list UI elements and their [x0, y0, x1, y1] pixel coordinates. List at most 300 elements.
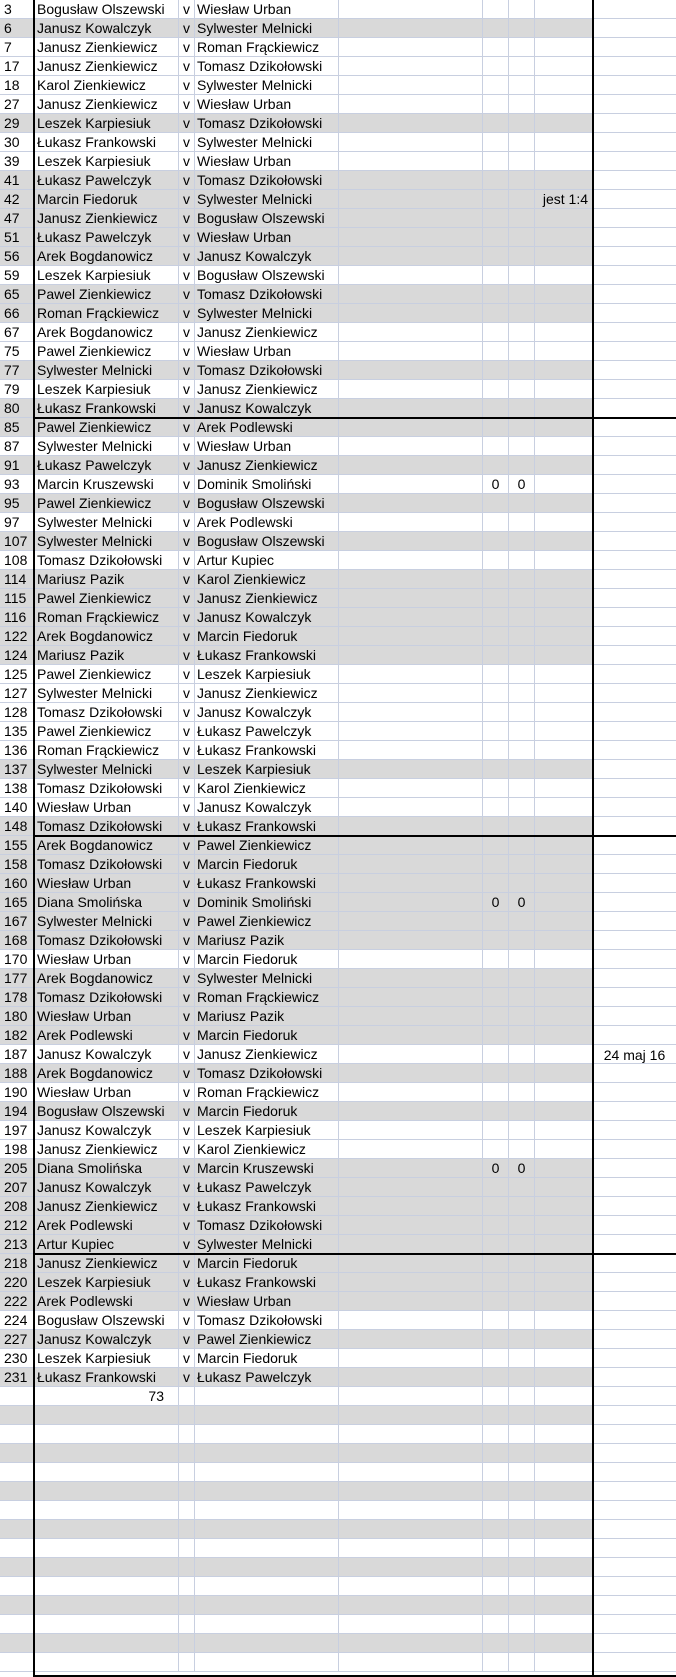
empty-cell[interactable]: [179, 1387, 195, 1406]
date-column-cell[interactable]: [593, 1083, 676, 1102]
match-number[interactable]: 222: [0, 1292, 34, 1311]
score-away[interactable]: 0: [509, 475, 535, 494]
versus-mark[interactable]: v: [179, 171, 195, 190]
score-away[interactable]: [509, 1178, 535, 1197]
player-away[interactable]: Wiesław Urban: [195, 95, 339, 114]
match-number[interactable]: 230: [0, 1349, 34, 1368]
empty-cell[interactable]: [593, 1387, 676, 1406]
score-home[interactable]: [483, 931, 509, 950]
empty-cell[interactable]: [339, 304, 483, 323]
date-column-cell[interactable]: [593, 855, 676, 874]
date-column-cell[interactable]: [593, 114, 676, 133]
match-number[interactable]: 158: [0, 855, 34, 874]
note-cell[interactable]: [535, 399, 593, 418]
player-home[interactable]: Pawel Zienkiewicz: [34, 722, 179, 741]
versus-mark[interactable]: v: [179, 1007, 195, 1026]
score-away[interactable]: [509, 1292, 535, 1311]
versus-mark[interactable]: v: [179, 1311, 195, 1330]
date-column-cell[interactable]: [593, 969, 676, 988]
player-away[interactable]: Artur Kupiec: [195, 551, 339, 570]
note-cell[interactable]: [535, 912, 593, 931]
player-away[interactable]: Wiesław Urban: [195, 152, 339, 171]
empty-cell[interactable]: [195, 1577, 339, 1596]
player-home[interactable]: Leszek Karpiesiuk: [34, 114, 179, 133]
score-away[interactable]: [509, 836, 535, 855]
player-home[interactable]: Janusz Kowalczyk: [34, 1045, 179, 1064]
player-away[interactable]: Dominik Smoliński: [195, 893, 339, 912]
date-column-cell[interactable]: [593, 1311, 676, 1330]
empty-cell[interactable]: [34, 1482, 179, 1501]
score-home[interactable]: [483, 247, 509, 266]
empty-cell[interactable]: [339, 779, 483, 798]
empty-cell[interactable]: [0, 1463, 34, 1482]
empty-cell[interactable]: [593, 1425, 676, 1444]
versus-mark[interactable]: v: [179, 1197, 195, 1216]
match-number[interactable]: 41: [0, 171, 34, 190]
empty-cell[interactable]: [339, 1406, 483, 1425]
date-column-cell[interactable]: [593, 988, 676, 1007]
note-cell[interactable]: [535, 380, 593, 399]
score-away[interactable]: [509, 38, 535, 57]
score-home[interactable]: [483, 1292, 509, 1311]
empty-cell[interactable]: [483, 1615, 509, 1634]
score-away[interactable]: [509, 1311, 535, 1330]
player-away[interactable]: Tomasz Dzikołowski: [195, 1216, 339, 1235]
score-away[interactable]: [509, 190, 535, 209]
score-away[interactable]: [509, 228, 535, 247]
score-home[interactable]: [483, 95, 509, 114]
score-home[interactable]: [483, 1254, 509, 1273]
player-home[interactable]: Leszek Karpiesiuk: [34, 1349, 179, 1368]
empty-cell[interactable]: [339, 114, 483, 133]
date-column-cell[interactable]: [593, 1349, 676, 1368]
player-away[interactable]: Bogusław Olszewski: [195, 266, 339, 285]
empty-cell[interactable]: [509, 1653, 535, 1672]
empty-cell[interactable]: [339, 1387, 483, 1406]
player-away[interactable]: Karol Zienkiewicz: [195, 570, 339, 589]
note-cell[interactable]: [535, 1235, 593, 1254]
note-cell[interactable]: [535, 988, 593, 1007]
score-away[interactable]: [509, 1083, 535, 1102]
versus-mark[interactable]: v: [179, 779, 195, 798]
match-number[interactable]: 178: [0, 988, 34, 1007]
empty-cell[interactable]: [339, 1539, 483, 1558]
empty-cell[interactable]: [509, 1558, 535, 1577]
versus-mark[interactable]: v: [179, 133, 195, 152]
versus-mark[interactable]: v: [179, 0, 195, 19]
versus-mark[interactable]: v: [179, 114, 195, 133]
score-away[interactable]: [509, 646, 535, 665]
score-home[interactable]: [483, 418, 509, 437]
date-column-cell[interactable]: [593, 285, 676, 304]
score-home[interactable]: [483, 551, 509, 570]
empty-cell[interactable]: [195, 1501, 339, 1520]
score-home[interactable]: [483, 437, 509, 456]
empty-cell[interactable]: [509, 1425, 535, 1444]
versus-mark[interactable]: v: [179, 209, 195, 228]
empty-cell[interactable]: [339, 1140, 483, 1159]
empty-cell[interactable]: [483, 1577, 509, 1596]
empty-cell[interactable]: [339, 152, 483, 171]
date-column-cell[interactable]: [593, 931, 676, 950]
score-home[interactable]: [483, 114, 509, 133]
empty-cell[interactable]: [339, 323, 483, 342]
match-number[interactable]: 67: [0, 323, 34, 342]
player-away[interactable]: Łukasz Frankowski: [195, 646, 339, 665]
player-away[interactable]: Marcin Kruszewski: [195, 1159, 339, 1178]
empty-cell[interactable]: [339, 817, 483, 836]
score-home[interactable]: [483, 760, 509, 779]
match-number[interactable]: 231: [0, 1368, 34, 1387]
note-cell[interactable]: [535, 456, 593, 475]
player-home[interactable]: Łukasz Frankowski: [34, 133, 179, 152]
date-column-cell[interactable]: [593, 1292, 676, 1311]
empty-cell[interactable]: [195, 1634, 339, 1653]
note-cell[interactable]: [535, 152, 593, 171]
match-number[interactable]: 194: [0, 1102, 34, 1121]
score-home[interactable]: [483, 133, 509, 152]
player-home[interactable]: Janusz Zienkiewicz: [34, 1140, 179, 1159]
player-away[interactable]: Sylwester Melnicki: [195, 19, 339, 38]
match-number[interactable]: 160: [0, 874, 34, 893]
empty-cell[interactable]: [339, 1444, 483, 1463]
score-away[interactable]: [509, 247, 535, 266]
versus-mark[interactable]: v: [179, 266, 195, 285]
player-home[interactable]: Leszek Karpiesiuk: [34, 1273, 179, 1292]
empty-cell[interactable]: [535, 1615, 593, 1634]
date-column-cell[interactable]: [593, 912, 676, 931]
player-home[interactable]: Łukasz Pawelczyk: [34, 456, 179, 475]
empty-cell[interactable]: [34, 1634, 179, 1653]
versus-mark[interactable]: v: [179, 1292, 195, 1311]
score-home[interactable]: [483, 304, 509, 323]
player-home[interactable]: Wiesław Urban: [34, 950, 179, 969]
player-away[interactable]: Mariusz Pazik: [195, 931, 339, 950]
match-number[interactable]: 137: [0, 760, 34, 779]
player-away[interactable]: Roman Frąckiewicz: [195, 988, 339, 1007]
date-column-cell[interactable]: [593, 817, 676, 836]
player-home[interactable]: Arek Bogdanowicz: [34, 969, 179, 988]
score-away[interactable]: [509, 684, 535, 703]
match-number[interactable]: 138: [0, 779, 34, 798]
versus-mark[interactable]: v: [179, 1121, 195, 1140]
versus-mark[interactable]: v: [179, 38, 195, 57]
empty-cell[interactable]: [339, 532, 483, 551]
empty-cell[interactable]: [339, 703, 483, 722]
match-number[interactable]: 207: [0, 1178, 34, 1197]
empty-cell[interactable]: [593, 1539, 676, 1558]
note-cell[interactable]: [535, 1349, 593, 1368]
match-number[interactable]: 107: [0, 532, 34, 551]
note-cell[interactable]: [535, 931, 593, 950]
player-home[interactable]: Tomasz Dzikołowski: [34, 551, 179, 570]
total-count[interactable]: 73: [34, 1387, 179, 1406]
versus-mark[interactable]: v: [179, 912, 195, 931]
empty-cell[interactable]: [339, 494, 483, 513]
player-home[interactable]: Mariusz Pazik: [34, 646, 179, 665]
versus-mark[interactable]: v: [179, 342, 195, 361]
empty-cell[interactable]: [339, 266, 483, 285]
player-home[interactable]: Janusz Zienkiewicz: [34, 95, 179, 114]
score-away[interactable]: [509, 1216, 535, 1235]
empty-cell[interactable]: [509, 1501, 535, 1520]
empty-cell[interactable]: [0, 1539, 34, 1558]
score-home[interactable]: [483, 1140, 509, 1159]
date-column-cell[interactable]: [593, 703, 676, 722]
empty-cell[interactable]: [339, 285, 483, 304]
player-home[interactable]: Marcin Fiedoruk: [34, 190, 179, 209]
empty-cell[interactable]: [339, 1463, 483, 1482]
date-column-cell[interactable]: [593, 1216, 676, 1235]
player-away[interactable]: Dominik Smoliński: [195, 475, 339, 494]
versus-mark[interactable]: v: [179, 1178, 195, 1197]
score-home[interactable]: [483, 1368, 509, 1387]
match-number[interactable]: 3: [0, 0, 34, 19]
empty-cell[interactable]: [179, 1539, 195, 1558]
score-home[interactable]: [483, 190, 509, 209]
date-column-cell[interactable]: [593, 1159, 676, 1178]
empty-cell[interactable]: [0, 1501, 34, 1520]
empty-cell[interactable]: [339, 1653, 483, 1672]
note-cell[interactable]: [535, 285, 593, 304]
empty-cell[interactable]: [195, 1406, 339, 1425]
versus-mark[interactable]: v: [179, 1216, 195, 1235]
score-away[interactable]: [509, 589, 535, 608]
score-home[interactable]: [483, 969, 509, 988]
player-home[interactable]: Łukasz Frankowski: [34, 1368, 179, 1387]
score-away[interactable]: [509, 1349, 535, 1368]
match-number[interactable]: 30: [0, 133, 34, 152]
match-number[interactable]: 212: [0, 1216, 34, 1235]
score-home[interactable]: [483, 494, 509, 513]
match-number[interactable]: 116: [0, 608, 34, 627]
empty-cell[interactable]: [339, 19, 483, 38]
versus-mark[interactable]: v: [179, 494, 195, 513]
empty-cell[interactable]: [339, 570, 483, 589]
player-home[interactable]: Wiesław Urban: [34, 1007, 179, 1026]
empty-cell[interactable]: [179, 1425, 195, 1444]
date-column-cell[interactable]: [593, 475, 676, 494]
score-home[interactable]: [483, 0, 509, 19]
empty-cell[interactable]: [339, 855, 483, 874]
empty-cell[interactable]: [339, 1349, 483, 1368]
empty-cell[interactable]: [535, 1406, 593, 1425]
note-cell[interactable]: [535, 722, 593, 741]
score-home[interactable]: [483, 741, 509, 760]
date-column-cell[interactable]: [593, 152, 676, 171]
empty-cell[interactable]: [195, 1387, 339, 1406]
player-home[interactable]: Roman Frąckiewicz: [34, 304, 179, 323]
empty-cell[interactable]: [339, 1558, 483, 1577]
match-number[interactable]: 97: [0, 513, 34, 532]
empty-cell[interactable]: [34, 1558, 179, 1577]
versus-mark[interactable]: v: [179, 1083, 195, 1102]
player-away[interactable]: Karol Zienkiewicz: [195, 1140, 339, 1159]
date-column-cell[interactable]: [593, 57, 676, 76]
player-away[interactable]: Sylwester Melnicki: [195, 76, 339, 95]
note-cell[interactable]: [535, 665, 593, 684]
player-home[interactable]: Bogusław Olszewski: [34, 1311, 179, 1330]
match-number[interactable]: 218: [0, 1254, 34, 1273]
match-number[interactable]: 213: [0, 1235, 34, 1254]
match-number[interactable]: 108: [0, 551, 34, 570]
date-column-cell[interactable]: [593, 722, 676, 741]
match-number[interactable]: 91: [0, 456, 34, 475]
empty-cell[interactable]: [509, 1520, 535, 1539]
score-away[interactable]: [509, 76, 535, 95]
match-number[interactable]: 208: [0, 1197, 34, 1216]
versus-mark[interactable]: v: [179, 988, 195, 1007]
score-home[interactable]: [483, 912, 509, 931]
date-column-cell[interactable]: [593, 1368, 676, 1387]
score-home[interactable]: [483, 1178, 509, 1197]
player-away[interactable]: Łukasz Frankowski: [195, 874, 339, 893]
score-home[interactable]: [483, 228, 509, 247]
match-number[interactable]: 197: [0, 1121, 34, 1140]
note-cell[interactable]: [535, 1026, 593, 1045]
note-cell[interactable]: [535, 551, 593, 570]
empty-cell[interactable]: [483, 1425, 509, 1444]
player-home[interactable]: Wiesław Urban: [34, 874, 179, 893]
versus-mark[interactable]: v: [179, 684, 195, 703]
versus-mark[interactable]: v: [179, 817, 195, 836]
versus-mark[interactable]: v: [179, 760, 195, 779]
versus-mark[interactable]: v: [179, 1235, 195, 1254]
empty-cell[interactable]: [179, 1482, 195, 1501]
player-away[interactable]: Sylwester Melnicki: [195, 969, 339, 988]
note-cell[interactable]: [535, 133, 593, 152]
versus-mark[interactable]: v: [179, 475, 195, 494]
match-number[interactable]: 188: [0, 1064, 34, 1083]
score-home[interactable]: [483, 950, 509, 969]
note-cell[interactable]: [535, 323, 593, 342]
player-away[interactable]: Bogusław Olszewski: [195, 209, 339, 228]
empty-cell[interactable]: [195, 1482, 339, 1501]
match-number[interactable]: 165: [0, 893, 34, 912]
date-column-cell[interactable]: [593, 76, 676, 95]
empty-cell[interactable]: [339, 931, 483, 950]
empty-cell[interactable]: [483, 1387, 509, 1406]
empty-cell[interactable]: [339, 912, 483, 931]
note-cell[interactable]: [535, 703, 593, 722]
note-cell[interactable]: [535, 1102, 593, 1121]
player-away[interactable]: Marcin Fiedoruk: [195, 1254, 339, 1273]
empty-cell[interactable]: [195, 1558, 339, 1577]
empty-cell[interactable]: [339, 95, 483, 114]
player-home[interactable]: Roman Frąckiewicz: [34, 608, 179, 627]
match-number[interactable]: 127: [0, 684, 34, 703]
match-number[interactable]: 18: [0, 76, 34, 95]
versus-mark[interactable]: v: [179, 152, 195, 171]
versus-mark[interactable]: v: [179, 627, 195, 646]
score-home[interactable]: [483, 266, 509, 285]
score-home[interactable]: [483, 646, 509, 665]
note-cell[interactable]: [535, 494, 593, 513]
score-away[interactable]: [509, 1330, 535, 1349]
empty-cell[interactable]: [339, 1292, 483, 1311]
note-cell[interactable]: [535, 171, 593, 190]
match-number[interactable]: 17: [0, 57, 34, 76]
match-number[interactable]: 128: [0, 703, 34, 722]
player-away[interactable]: Tomasz Dzikołowski: [195, 361, 339, 380]
player-home[interactable]: Tomasz Dzikołowski: [34, 988, 179, 1007]
empty-cell[interactable]: [339, 1634, 483, 1653]
empty-cell[interactable]: [509, 1463, 535, 1482]
player-away[interactable]: Pawel Zienkiewicz: [195, 1330, 339, 1349]
empty-cell[interactable]: [483, 1539, 509, 1558]
note-cell[interactable]: [535, 1273, 593, 1292]
score-away[interactable]: [509, 114, 535, 133]
score-away[interactable]: [509, 760, 535, 779]
score-home[interactable]: [483, 342, 509, 361]
empty-cell[interactable]: [0, 1577, 34, 1596]
empty-cell[interactable]: [179, 1501, 195, 1520]
score-away[interactable]: [509, 988, 535, 1007]
match-number[interactable]: 87: [0, 437, 34, 456]
empty-cell[interactable]: [593, 1596, 676, 1615]
empty-cell[interactable]: [179, 1558, 195, 1577]
score-away[interactable]: [509, 342, 535, 361]
empty-cell[interactable]: [339, 475, 483, 494]
versus-mark[interactable]: v: [179, 418, 195, 437]
player-home[interactable]: Łukasz Pawelczyk: [34, 171, 179, 190]
versus-mark[interactable]: v: [179, 950, 195, 969]
score-home[interactable]: 0: [483, 475, 509, 494]
empty-cell[interactable]: [0, 1520, 34, 1539]
score-away[interactable]: [509, 912, 535, 931]
versus-mark[interactable]: v: [179, 893, 195, 912]
score-away[interactable]: [509, 855, 535, 874]
player-away[interactable]: Tomasz Dzikołowski: [195, 57, 339, 76]
player-away[interactable]: Leszek Karpiesiuk: [195, 760, 339, 779]
match-number[interactable]: 79: [0, 380, 34, 399]
empty-cell[interactable]: [0, 1482, 34, 1501]
player-away[interactable]: Marcin Fiedoruk: [195, 627, 339, 646]
score-home[interactable]: [483, 1216, 509, 1235]
player-away[interactable]: Sylwester Melnicki: [195, 190, 339, 209]
note-cell[interactable]: [535, 1045, 593, 1064]
player-home[interactable]: Sylwester Melnicki: [34, 513, 179, 532]
date-column-cell[interactable]: [593, 760, 676, 779]
match-number[interactable]: 6: [0, 19, 34, 38]
match-number[interactable]: 182: [0, 1026, 34, 1045]
score-home[interactable]: [483, 1330, 509, 1349]
versus-mark[interactable]: v: [179, 1254, 195, 1273]
player-away[interactable]: Łukasz Frankowski: [195, 817, 339, 836]
empty-cell[interactable]: [0, 1444, 34, 1463]
player-away[interactable]: Łukasz Pawelczyk: [195, 722, 339, 741]
empty-cell[interactable]: [339, 228, 483, 247]
empty-cell[interactable]: [339, 38, 483, 57]
note-cell[interactable]: [535, 646, 593, 665]
match-number[interactable]: 122: [0, 627, 34, 646]
match-number[interactable]: 148: [0, 817, 34, 836]
date-column-cell[interactable]: [593, 513, 676, 532]
versus-mark[interactable]: v: [179, 76, 195, 95]
player-away[interactable]: Janusz Zienkiewicz: [195, 380, 339, 399]
player-home[interactable]: Diana Smolińska: [34, 1159, 179, 1178]
player-home[interactable]: Janusz Kowalczyk: [34, 19, 179, 38]
date-column-cell[interactable]: [593, 171, 676, 190]
date-column-cell[interactable]: [593, 19, 676, 38]
match-number[interactable]: 47: [0, 209, 34, 228]
date-column-cell[interactable]: [593, 361, 676, 380]
empty-cell[interactable]: [339, 437, 483, 456]
score-away[interactable]: [509, 931, 535, 950]
note-cell[interactable]: [535, 1197, 593, 1216]
date-column-cell[interactable]: [593, 798, 676, 817]
score-home[interactable]: [483, 1311, 509, 1330]
